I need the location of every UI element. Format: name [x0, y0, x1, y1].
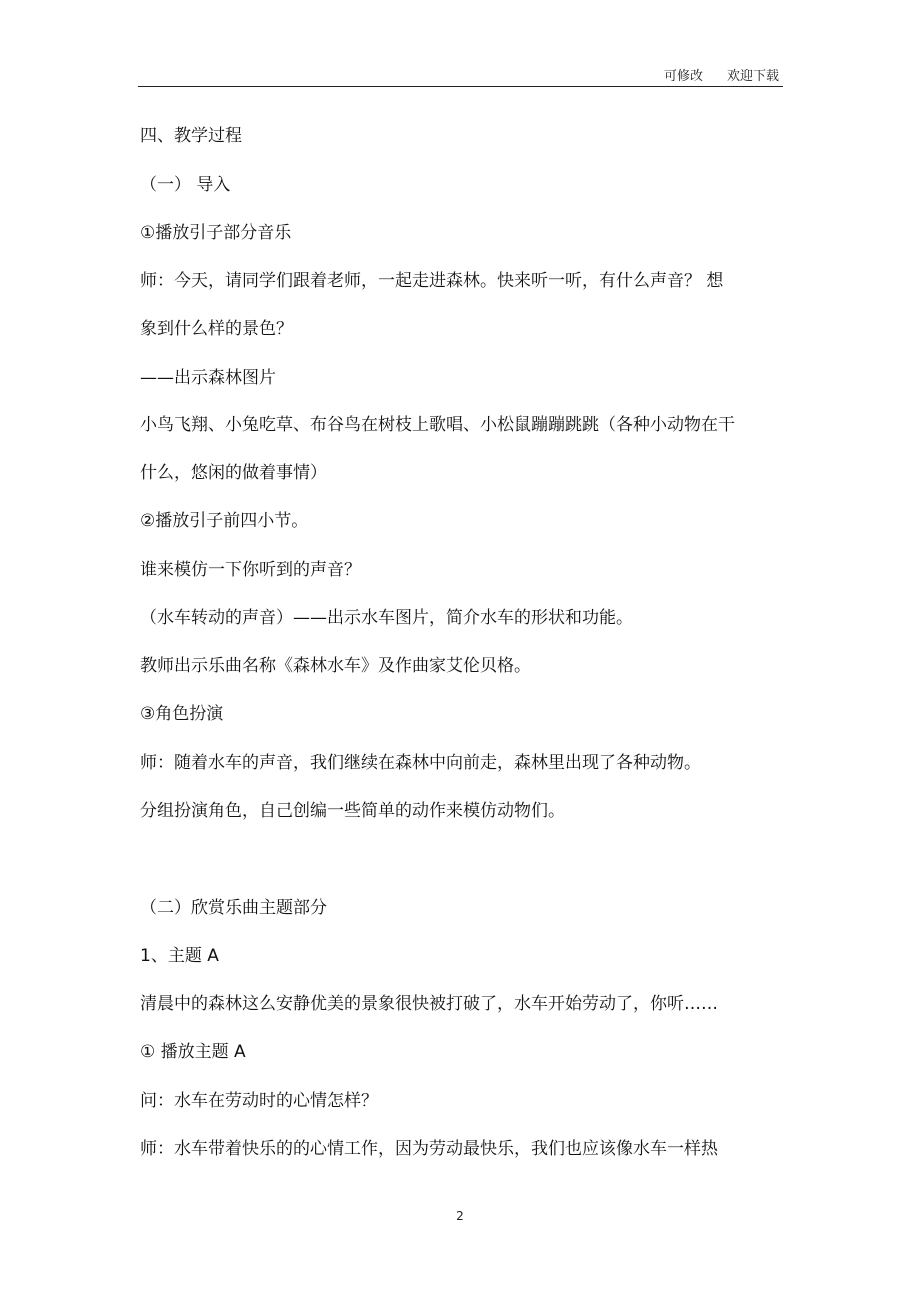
paragraph-line: 师：随着水车的声音，我们继续在森林中向前走，森林里出现了各种动物。 [140, 753, 701, 773]
section-heading: 四、教学过程 [140, 126, 242, 146]
paragraph-line: 清晨中的森林这么安静优美的景象很快被打破了，水车开始劳动了，你听…… [140, 994, 718, 1014]
paragraph-line: 谁来模仿一下你听到的声音？ [140, 560, 361, 580]
header-text [664, 65, 779, 84]
subsection-heading: （二）欣赏乐曲主题部分 [140, 898, 327, 918]
page-number: 2 [456, 1209, 464, 1223]
paragraph-line: 师：今天，请同学们跟着老师，一起走进森林。快来听一听，有什么声音？ 想 [140, 271, 724, 291]
paragraph-line: 1、主题 A [140, 946, 219, 966]
paragraph-line: ②播放引子前四小节。 [140, 511, 309, 531]
paragraph-line: ①播放引子部分音乐 [140, 223, 292, 243]
page-header [138, 64, 783, 87]
paragraph-line: 问：水车在劳动时的心情怎样？ [140, 1091, 378, 1111]
paragraph-line: ——出示森林图片 [140, 368, 276, 388]
paragraph-line: 什么，悠闲的做着事情） [140, 463, 327, 483]
header-editable-label: 可修改 [663, 69, 703, 84]
paragraph-line: 分组扮演角色，自己创编一些简单的动作来模仿动物们。 [140, 801, 565, 821]
paragraph-line: 师：水车带着快乐的的心情工作，因为劳动最快乐，我们也应该像水车一样热 [140, 1139, 718, 1159]
paragraph-line: ③角色扮演 [140, 704, 224, 724]
paragraph-line: 象到什么样的景色？ [140, 319, 293, 339]
paragraph-line: ① 播放主题 A [140, 1042, 246, 1062]
paragraph-line: （水车转动的声音）——出示水车图片，简介水车的形状和功能。 [140, 608, 633, 628]
subsection-heading: （一） 导入 [140, 175, 231, 195]
paragraph-line: 教师出示乐曲名称《森林水车》及作曲家艾伦贝格。 [140, 656, 531, 676]
paragraph-line: 小鸟飞翔、小兔吃草、布谷鸟在树枝上歌唱、小松鼠蹦蹦跳跳（各种小动物在干 [140, 415, 735, 435]
header-download-label: 欢迎下载 [726, 69, 779, 84]
